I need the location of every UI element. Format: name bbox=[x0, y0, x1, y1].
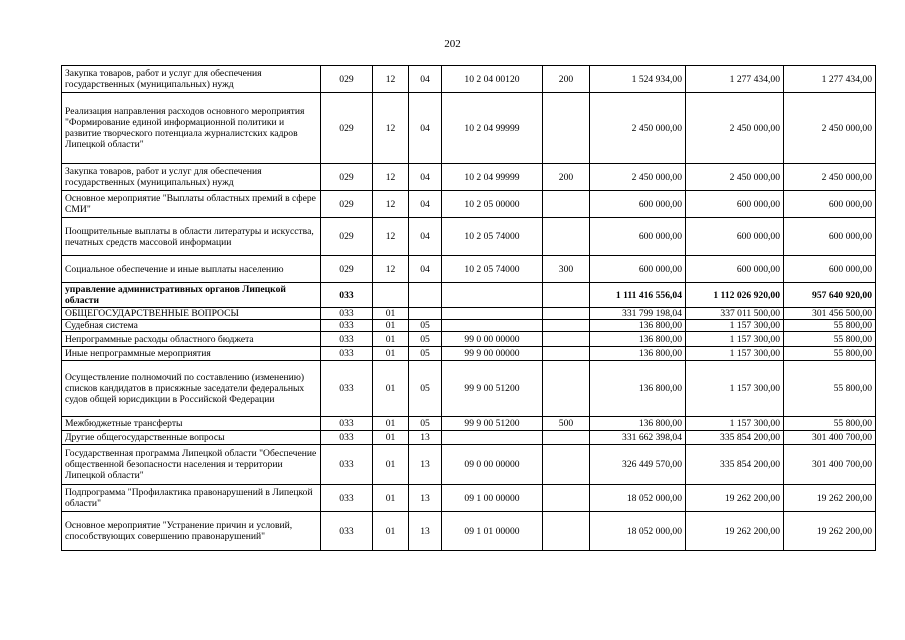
cell-subsection: 04 bbox=[409, 164, 442, 191]
cell-section: 01 bbox=[373, 361, 409, 417]
cell-name: Закупка товаров, работ и услуг для обеспечения государственных (муниципальных) нужд bbox=[62, 164, 321, 191]
cell-name: Иные непрограммные мероприятия bbox=[62, 347, 321, 361]
cell-expense-type: 200 bbox=[543, 66, 590, 93]
cell-subsection: 05 bbox=[409, 417, 442, 431]
cell-section bbox=[373, 283, 409, 308]
cell-target-article: 10 2 04 99999 bbox=[442, 164, 543, 191]
cell-target-article: 99 9 00 51200 bbox=[442, 417, 543, 431]
cell-section: 01 bbox=[373, 445, 409, 485]
cell-department-code: 029 bbox=[321, 93, 373, 164]
cell-amount-1: 600 000,00 bbox=[590, 191, 686, 218]
table-row bbox=[62, 164, 876, 191]
table-row bbox=[62, 431, 876, 445]
cell-amount-3: 600 000,00 bbox=[784, 256, 876, 283]
cell-expense-type bbox=[543, 308, 590, 320]
cell-name: Непрограммные расходы областного бюджета bbox=[62, 332, 321, 347]
cell-amount-1: 18 052 000,00 bbox=[590, 512, 686, 551]
cell-target-article bbox=[442, 431, 543, 445]
cell-amount-3: 301 456 500,00 bbox=[784, 308, 876, 320]
cell-amount-2: 600 000,00 bbox=[686, 256, 784, 283]
cell-name: Закупка товаров, работ и услуг для обеспечения государственных (муниципальных) нужд bbox=[62, 66, 321, 93]
cell-amount-2: 1 157 300,00 bbox=[686, 320, 784, 332]
cell-subsection: 05 bbox=[409, 332, 442, 347]
cell-amount-3: 55 800,00 bbox=[784, 332, 876, 347]
cell-amount-2: 1 157 300,00 bbox=[686, 332, 784, 347]
cell-department-code: 029 bbox=[321, 164, 373, 191]
cell-expense-type bbox=[543, 512, 590, 551]
cell-target-article: 09 1 01 00000 bbox=[442, 512, 543, 551]
cell-department-code: 033 bbox=[321, 332, 373, 347]
cell-amount-1: 331 799 198,04 bbox=[590, 308, 686, 320]
cell-amount-2: 335 854 200,00 bbox=[686, 445, 784, 485]
cell-amount-1: 600 000,00 bbox=[590, 218, 686, 256]
cell-subsection: 13 bbox=[409, 445, 442, 485]
cell-department-code: 029 bbox=[321, 218, 373, 256]
cell-amount-3: 2 450 000,00 bbox=[784, 93, 876, 164]
cell-name: Социальное обеспечение и иные выплаты населению bbox=[62, 256, 321, 283]
cell-target-article: 10 2 05 00000 bbox=[442, 191, 543, 218]
cell-section: 01 bbox=[373, 485, 409, 512]
cell-amount-1: 1 111 416 556,04 bbox=[590, 283, 686, 308]
cell-expense-type bbox=[543, 283, 590, 308]
cell-amount-1: 326 449 570,00 bbox=[590, 445, 686, 485]
cell-expense-type: 500 bbox=[543, 417, 590, 431]
cell-amount-1: 136 800,00 bbox=[590, 332, 686, 347]
cell-expense-type bbox=[543, 431, 590, 445]
cell-section: 12 bbox=[373, 164, 409, 191]
cell-expense-type bbox=[543, 332, 590, 347]
cell-amount-1: 600 000,00 bbox=[590, 256, 686, 283]
cell-subsection: 04 bbox=[409, 256, 442, 283]
cell-target-article: 10 2 05 74000 bbox=[442, 256, 543, 283]
cell-target-article: 10 2 05 74000 bbox=[442, 218, 543, 256]
cell-amount-2: 1 112 026 920,00 bbox=[686, 283, 784, 308]
table-row bbox=[62, 332, 876, 347]
cell-section: 01 bbox=[373, 512, 409, 551]
cell-section: 01 bbox=[373, 417, 409, 431]
cell-target-article: 99 9 00 00000 bbox=[442, 347, 543, 361]
cell-amount-3: 19 262 200,00 bbox=[784, 512, 876, 551]
cell-amount-1: 136 800,00 bbox=[590, 347, 686, 361]
cell-name: Другие общегосударственные вопросы bbox=[62, 431, 321, 445]
cell-target-article: 10 2 04 00120 bbox=[442, 66, 543, 93]
cell-department-code: 033 bbox=[321, 445, 373, 485]
cell-department-code: 029 bbox=[321, 256, 373, 283]
cell-expense-type: 200 bbox=[543, 164, 590, 191]
cell-subsection bbox=[409, 308, 442, 320]
cell-amount-2: 600 000,00 bbox=[686, 191, 784, 218]
cell-department-code: 033 bbox=[321, 347, 373, 361]
cell-amount-2: 337 011 500,00 bbox=[686, 308, 784, 320]
cell-expense-type bbox=[543, 191, 590, 218]
cell-amount-1: 1 524 934,00 bbox=[590, 66, 686, 93]
cell-amount-2: 2 450 000,00 bbox=[686, 93, 784, 164]
cell-name: Подпрограмма "Профилактика правонарушений в Липецкой области" bbox=[62, 485, 321, 512]
table-row bbox=[62, 361, 876, 417]
cell-amount-3: 1 277 434,00 bbox=[784, 66, 876, 93]
cell-amount-3: 957 640 920,00 bbox=[784, 283, 876, 308]
cell-subsection: 05 bbox=[409, 347, 442, 361]
cell-amount-3: 301 400 700,00 bbox=[784, 445, 876, 485]
table-row bbox=[62, 191, 876, 218]
cell-amount-3: 600 000,00 bbox=[784, 191, 876, 218]
cell-amount-2: 19 262 200,00 bbox=[686, 485, 784, 512]
cell-amount-1: 331 662 398,04 bbox=[590, 431, 686, 445]
cell-subsection: 04 bbox=[409, 66, 442, 93]
cell-department-code: 033 bbox=[321, 320, 373, 332]
table-row bbox=[62, 93, 876, 164]
cell-section: 01 bbox=[373, 308, 409, 320]
cell-expense-type: 300 bbox=[543, 256, 590, 283]
cell-amount-1: 136 800,00 bbox=[590, 361, 686, 417]
cell-amount-3: 19 262 200,00 bbox=[784, 485, 876, 512]
table-row bbox=[62, 256, 876, 283]
cell-subsection: 13 bbox=[409, 512, 442, 551]
cell-amount-3: 55 800,00 bbox=[784, 417, 876, 431]
cell-section: 12 bbox=[373, 191, 409, 218]
cell-department-code: 029 bbox=[321, 66, 373, 93]
cell-name: управление административных органов Липецкой области bbox=[62, 283, 321, 308]
cell-target-article bbox=[442, 308, 543, 320]
table-row bbox=[62, 512, 876, 551]
table-row bbox=[62, 283, 876, 308]
cell-amount-2: 1 157 300,00 bbox=[686, 361, 784, 417]
cell-department-code: 029 bbox=[321, 191, 373, 218]
cell-expense-type bbox=[543, 445, 590, 485]
cell-section: 12 bbox=[373, 66, 409, 93]
budget-table bbox=[61, 65, 876, 551]
cell-target-article bbox=[442, 283, 543, 308]
cell-name: Государственная программа Липецкой области "Обеспечение общественной безопасности населения и территории Липецкой области" bbox=[62, 445, 321, 485]
cell-target-article: 99 9 00 51200 bbox=[442, 361, 543, 417]
cell-subsection: 13 bbox=[409, 431, 442, 445]
cell-subsection: 04 bbox=[409, 93, 442, 164]
cell-subsection: 04 bbox=[409, 191, 442, 218]
cell-subsection bbox=[409, 283, 442, 308]
table-row bbox=[62, 320, 876, 332]
cell-amount-3: 2 450 000,00 bbox=[784, 164, 876, 191]
cell-amount-2: 600 000,00 bbox=[686, 218, 784, 256]
cell-amount-2: 19 262 200,00 bbox=[686, 512, 784, 551]
cell-section: 01 bbox=[373, 431, 409, 445]
cell-amount-1: 2 450 000,00 bbox=[590, 93, 686, 164]
cell-name: Межбюджетные трансферты bbox=[62, 417, 321, 431]
cell-target-article bbox=[442, 320, 543, 332]
cell-section: 01 bbox=[373, 332, 409, 347]
cell-target-article: 99 0 00 00000 bbox=[442, 332, 543, 347]
cell-subsection: 05 bbox=[409, 320, 442, 332]
table-row bbox=[62, 417, 876, 431]
cell-name: Основное мероприятие "Устранение причин и условий, способствующих совершению правонарушений" bbox=[62, 512, 321, 551]
cell-subsection: 13 bbox=[409, 485, 442, 512]
cell-amount-2: 1 277 434,00 bbox=[686, 66, 784, 93]
cell-amount-1: 136 800,00 bbox=[590, 320, 686, 332]
table-row bbox=[62, 485, 876, 512]
table-row bbox=[62, 218, 876, 256]
cell-section: 01 bbox=[373, 347, 409, 361]
cell-expense-type bbox=[543, 320, 590, 332]
cell-expense-type bbox=[543, 361, 590, 417]
cell-amount-1: 136 800,00 bbox=[590, 417, 686, 431]
cell-department-code: 033 bbox=[321, 308, 373, 320]
cell-section: 01 bbox=[373, 320, 409, 332]
cell-name: Основное мероприятие "Выплаты областных премий в сфере СМИ" bbox=[62, 191, 321, 218]
cell-target-article: 09 1 00 00000 bbox=[442, 485, 543, 512]
cell-name: Поощрительные выплаты в области литературы и искусства, печатных средств массовой информации bbox=[62, 218, 321, 256]
cell-expense-type bbox=[543, 347, 590, 361]
cell-expense-type bbox=[543, 218, 590, 256]
cell-amount-3: 55 800,00 bbox=[784, 361, 876, 417]
cell-amount-2: 1 157 300,00 bbox=[686, 417, 784, 431]
cell-name: Осуществление полномочий по составлению (изменению) списков кандидатов в присяжные заседатели федеральных судов общей юрисдикции в Российской Федерации bbox=[62, 361, 321, 417]
cell-expense-type bbox=[543, 485, 590, 512]
cell-amount-3: 55 800,00 bbox=[784, 320, 876, 332]
cell-amount-3: 301 400 700,00 bbox=[784, 431, 876, 445]
cell-amount-1: 2 450 000,00 bbox=[590, 164, 686, 191]
cell-amount-3: 600 000,00 bbox=[784, 218, 876, 256]
cell-department-code: 033 bbox=[321, 485, 373, 512]
cell-section: 12 bbox=[373, 93, 409, 164]
cell-expense-type bbox=[543, 93, 590, 164]
table-row bbox=[62, 347, 876, 361]
table-row bbox=[62, 66, 876, 93]
cell-name: Судебная система bbox=[62, 320, 321, 332]
cell-subsection: 04 bbox=[409, 218, 442, 256]
cell-name: ОБЩЕГОСУДАРСТВЕННЫЕ ВОПРОСЫ bbox=[62, 308, 321, 320]
page-number: 202 bbox=[444, 38, 461, 50]
cell-department-code: 033 bbox=[321, 283, 373, 308]
cell-section: 12 bbox=[373, 218, 409, 256]
cell-department-code: 033 bbox=[321, 361, 373, 417]
cell-subsection: 05 bbox=[409, 361, 442, 417]
cell-amount-2: 1 157 300,00 bbox=[686, 347, 784, 361]
cell-amount-1: 18 052 000,00 bbox=[590, 485, 686, 512]
cell-section: 12 bbox=[373, 256, 409, 283]
cell-amount-2: 335 854 200,00 bbox=[686, 431, 784, 445]
cell-department-code: 033 bbox=[321, 431, 373, 445]
cell-department-code: 033 bbox=[321, 512, 373, 551]
cell-name: Реализация направления расходов основного мероприятия "Формирование единой информационной политики и развитие творческого потенциала журналистских кадров Липецкой области" bbox=[62, 93, 321, 164]
cell-target-article: 10 2 04 99999 bbox=[442, 93, 543, 164]
cell-amount-3: 55 800,00 bbox=[784, 347, 876, 361]
cell-department-code: 033 bbox=[321, 417, 373, 431]
table-row bbox=[62, 445, 876, 485]
cell-target-article: 09 0 00 00000 bbox=[442, 445, 543, 485]
table-body bbox=[62, 66, 876, 551]
cell-amount-2: 2 450 000,00 bbox=[686, 164, 784, 191]
table-row bbox=[62, 308, 876, 320]
